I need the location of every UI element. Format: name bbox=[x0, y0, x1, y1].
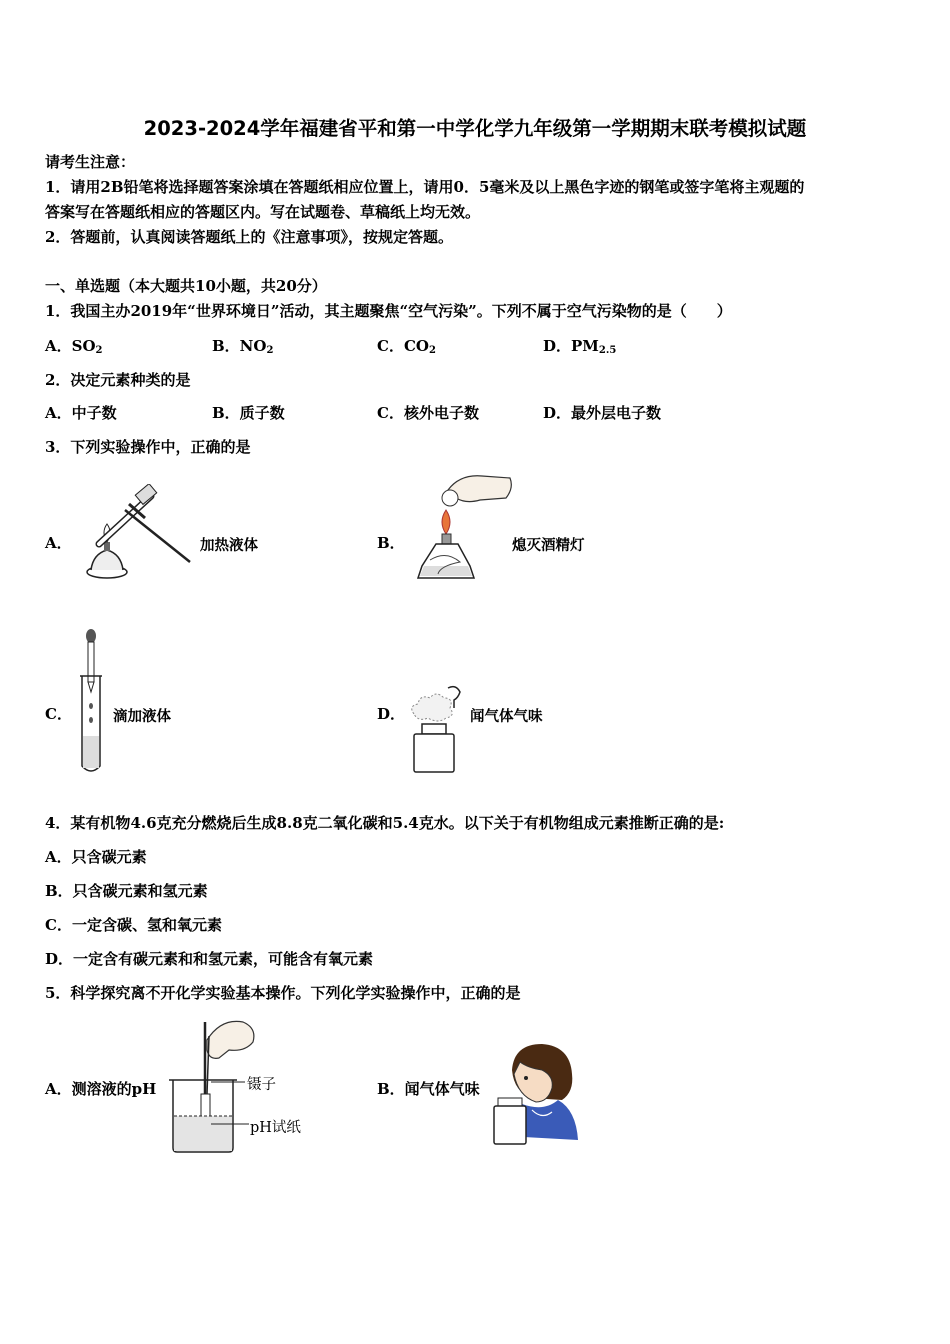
q2-option-b: B．质子数 bbox=[212, 404, 285, 422]
q2-option-c: C．核外电子数 bbox=[377, 404, 479, 422]
q1-option-c: C．$CO_2$ bbox=[377, 337, 436, 356]
notice-line-3: 2．答题前，认真阅读答题纸上的《注意事项》，按规定答题。 bbox=[45, 228, 453, 246]
heating-liquid-figure bbox=[85, 484, 200, 584]
extinguish-lamp-figure bbox=[410, 470, 515, 590]
q4-option-b: B．只含碳元素和氢元素 bbox=[45, 882, 208, 900]
q3-option-a-caption: 加热液体 bbox=[200, 537, 258, 554]
dropper-figure bbox=[78, 626, 104, 776]
q3-stem: 3．下列实验操作中，正确的是 bbox=[45, 438, 251, 456]
tweezers-label: 镊子 bbox=[247, 1077, 276, 1093]
page-title: 2023-2024学年福建省平和第一中学化学九年级第一学期期末联考模拟试题 bbox=[143, 117, 807, 140]
q1-stem: 1．我国主办2019年“世界环境日”活动，其主题聚焦“空气污染”。下列不属于空气污染物的是（ ） bbox=[45, 302, 732, 320]
q4-option-c: C．一定含碳、氢和氧元素 bbox=[45, 916, 222, 934]
q1-option-a: A．$SO_2$ bbox=[45, 337, 103, 356]
q2-option-d: D．最外层电子数 bbox=[543, 404, 662, 422]
q3-option-c-letter: C． bbox=[45, 705, 72, 723]
notice-heading: 请考生注意： bbox=[45, 153, 136, 171]
child-smelling-figure bbox=[492, 1040, 584, 1148]
q4-option-a: A．只含碳元素 bbox=[45, 848, 147, 866]
q3-option-c-caption: 滴加液体 bbox=[113, 708, 171, 725]
smell-gas-figure bbox=[408, 684, 472, 776]
notice-line-1: 1．请用2B铅笔将选择题答案涂填在答题纸相应位置上，请用0．5毫米及以上黑色字迹的钢笔或签字笔将主观题的 bbox=[45, 178, 805, 196]
q5-stem: 5．科学探究离不开化学实验基本操作。下列化学实验操作中，正确的是 bbox=[45, 984, 521, 1002]
q5-option-b: B．闻气体气味 bbox=[377, 1080, 480, 1098]
section-heading: 一、单选题（本大题共10小题，共20分） bbox=[45, 277, 327, 295]
notice-line-2: 答案写在答题纸相应的答题区内。写在试题卷、草稿纸上均无效。 bbox=[45, 203, 481, 221]
ph-test-figure bbox=[165, 1016, 260, 1156]
q3-option-b-letter: B． bbox=[377, 534, 405, 552]
q3-option-d-letter: D． bbox=[377, 705, 406, 723]
q2-option-a: A．中子数 bbox=[45, 404, 117, 422]
q5-option-a: A．测溶液的pH bbox=[45, 1080, 157, 1098]
q4-stem: 4．某有机物4.6克充分燃烧后生成8.8克二氧化碳和5.4克水。以下关于有机物组成元素推断正确的是: bbox=[45, 814, 725, 832]
q3-option-b-caption: 熄灭酒精灯 bbox=[512, 537, 585, 554]
q1-option-b: B．$NO_2$ bbox=[212, 337, 274, 356]
q1-option-d: D．$PM_{2.5}$ bbox=[543, 337, 617, 356]
q2-stem: 2．决定元素种类的是 bbox=[45, 371, 191, 389]
q3-option-d-caption: 闻气体气味 bbox=[470, 708, 543, 725]
q4-option-d: D．一定含有碳元素和和氢元素，可能含有氧元素 bbox=[45, 950, 374, 968]
q3-option-a-letter: A． bbox=[45, 534, 72, 552]
ph-paper-label: pH试纸 bbox=[250, 1120, 301, 1136]
